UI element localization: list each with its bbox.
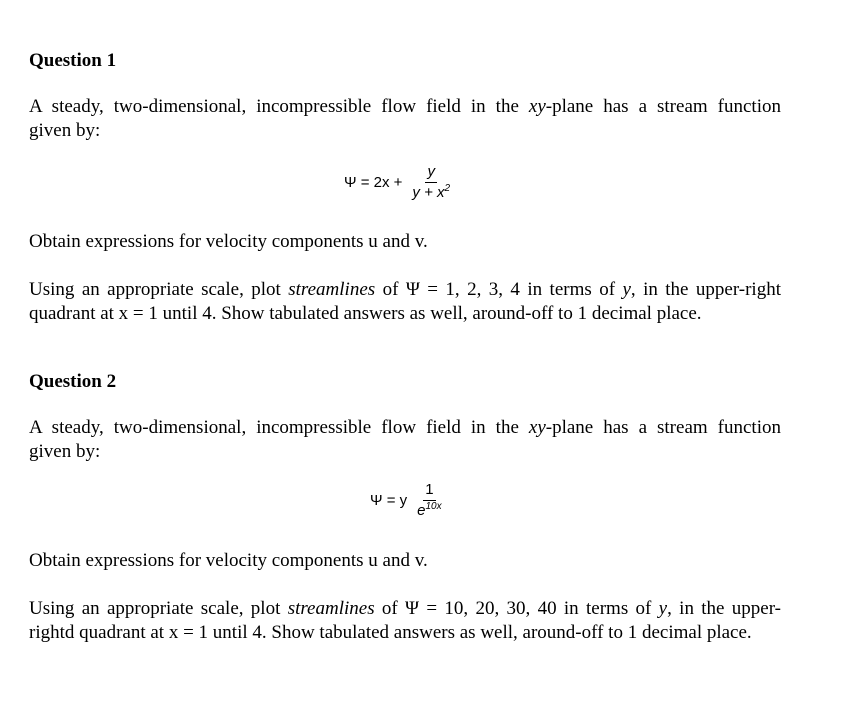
q1-eq-lhs: Ψ = 2x + bbox=[344, 174, 403, 191]
q2-intro-line2: given by: bbox=[29, 441, 101, 462]
q1-task2-line2: quadrant at x = 1 until 4. Show tabulated answers as well, around-off to 1 decimal place. bbox=[29, 303, 702, 324]
q2-intro bbox=[29, 416, 781, 464]
q2-equation bbox=[370, 482, 444, 519]
q2-task2 bbox=[29, 597, 781, 645]
q1-task2-line1: Using an appropriate scale, plot streamlines of Ψ = 1, 2, 3, 4 in terms of y, in the upper-right bbox=[29, 279, 781, 300]
q1-eq-numerator: y bbox=[425, 164, 437, 183]
q1-intro-line2: given by: bbox=[29, 120, 101, 141]
q2-heading: Question 2 bbox=[29, 371, 117, 392]
q1-task2 bbox=[29, 278, 781, 326]
q2-task1 bbox=[29, 549, 781, 573]
q2-eq-fraction bbox=[415, 482, 443, 519]
q2-intro-line1: A steady, two-dimensional, incompressible flow field in the xy-plane has a stream function bbox=[29, 417, 781, 438]
q1-eq-den-sup: 2 bbox=[444, 183, 451, 194]
q2-task2-line1: Using an appropriate scale, plot streamlines of Ψ = 10, 20, 30, 40 in terms of y, in the upper- bbox=[29, 598, 781, 619]
q1-heading: Question 1 bbox=[29, 50, 117, 71]
q1-intro bbox=[29, 95, 781, 143]
q2-eq-den-base: e bbox=[417, 502, 426, 519]
q2-eq-numerator: 1 bbox=[423, 482, 435, 501]
q1-eq-den-base: y + x bbox=[412, 184, 445, 201]
q2-eq-den-sup: 10x bbox=[425, 501, 442, 512]
q2-task1-line: Obtain expressions for velocity components u and v. bbox=[29, 550, 428, 571]
q1-task1 bbox=[29, 230, 781, 254]
q1-equation bbox=[344, 164, 452, 201]
q2-eq-denominator bbox=[415, 501, 443, 519]
q1-task1-line: Obtain expressions for velocity components u and v. bbox=[29, 231, 428, 252]
q1-eq-denominator bbox=[410, 183, 452, 201]
q1-intro-line1: A steady, two-dimensional, incompressible flow field in the xy-plane has a stream function bbox=[29, 96, 781, 117]
q2-task2-line2: rightd quadrant at x = 1 until 4. Show tabulated answers as well, around-off to 1 decimal place. bbox=[29, 622, 752, 643]
q1-eq-fraction bbox=[410, 164, 452, 201]
q2-eq-lhs: Ψ = y bbox=[370, 492, 408, 509]
